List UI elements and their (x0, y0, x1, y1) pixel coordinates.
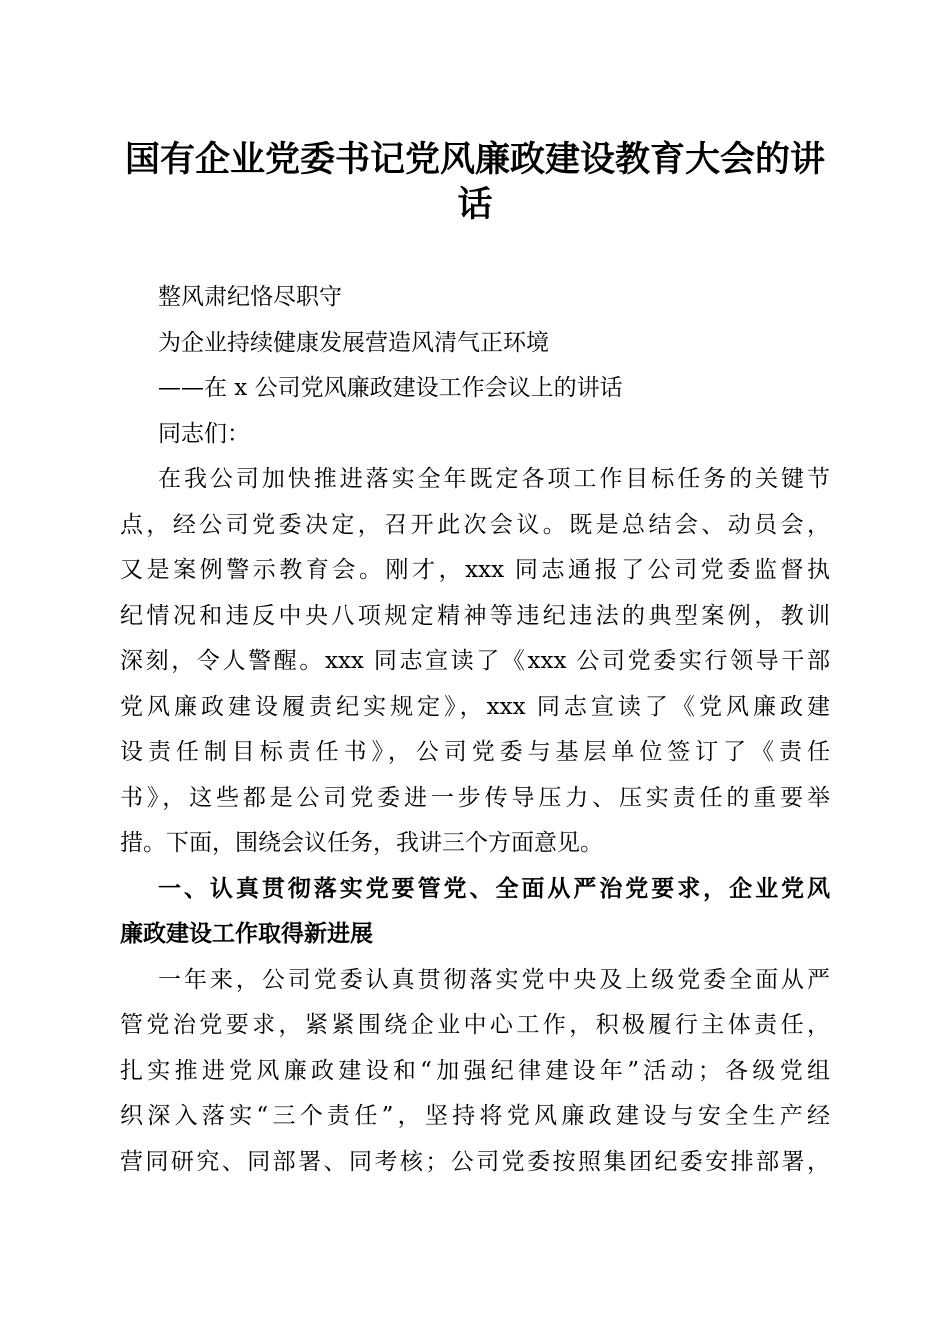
document-body (120, 275, 830, 1185)
title-line: 国有企业党委书记党风廉政建设教育大会的讲 (124, 139, 825, 180)
heading-line: 一、认真贯彻落实党要管党、全面从严治党要求，企业党风 (158, 875, 830, 902)
paragraph-line: 管党治党要求，紧紧围绕企业中心工作，积极履行主体责任， (120, 1012, 830, 1038)
subtitle-line: 为企业持续健康发展营造风清气正环境 (158, 329, 549, 356)
paragraph-line: 措。下面，围绕会议任务，我讲三个方面意见。 (120, 830, 603, 856)
heading-line: 廉政建设工作取得新进展 (120, 921, 373, 947)
paragraph-line: 党风廉政建设履责纪实规定》，xxx 同志宣读了《党风廉政建 (120, 693, 830, 720)
paragraph-line: 书》，这些都是公司党委进一步传导压力、压实责任的重要举 (120, 784, 830, 811)
section-heading-1 (120, 867, 830, 958)
paragraph-line: 一年来，公司党委认真贯彻落实党中央及上级党委全面从严 (158, 966, 830, 993)
paragraph-line: 又是案例警示教育会。刚才，xxx 同志通报了公司党委监督执 (120, 557, 830, 583)
title-line: 话 (457, 184, 493, 225)
subtitle-line: ——在 x 公司党风廉政建设工作会议上的讲话 (158, 375, 623, 401)
paragraph-intro (120, 457, 830, 867)
paragraph-line: 纪情况和违反中央八项规定精神等违纪违法的典型案例，教训 (120, 602, 830, 629)
paragraph-line: 扎实推进党风廉政建设和“加强纪律建设年”活动；各级党组 (120, 1057, 830, 1084)
paragraph-line: 在我公司加快推进落实全年既定各项工作目标任务的关键节 (158, 466, 830, 492)
paragraph-line: 营同研究、同部署、同考核；公司党委按照集团纪委安排部署， (120, 1148, 830, 1175)
subtitle-line: 整风肃纪恪尽职守 (158, 284, 342, 310)
salutation: 同志们： (158, 420, 250, 447)
paragraph-section-1 (120, 958, 830, 1186)
paragraph-line: 织深入落实“三个责任”，坚持将党风廉政建设与安全生产经 (120, 1103, 830, 1129)
paragraph-line: 深刻，令人警醒。xxx 同志宣读了《xxx 公司党委实行领导干部 (120, 648, 830, 674)
paragraph-line: 设责任制目标责任书》，公司党委与基层单位签订了《责任 (120, 739, 830, 765)
paragraph-line: 点，经公司党委决定，召开此次会议。既是总结会、动员会， (120, 511, 830, 538)
document-title (100, 137, 850, 227)
